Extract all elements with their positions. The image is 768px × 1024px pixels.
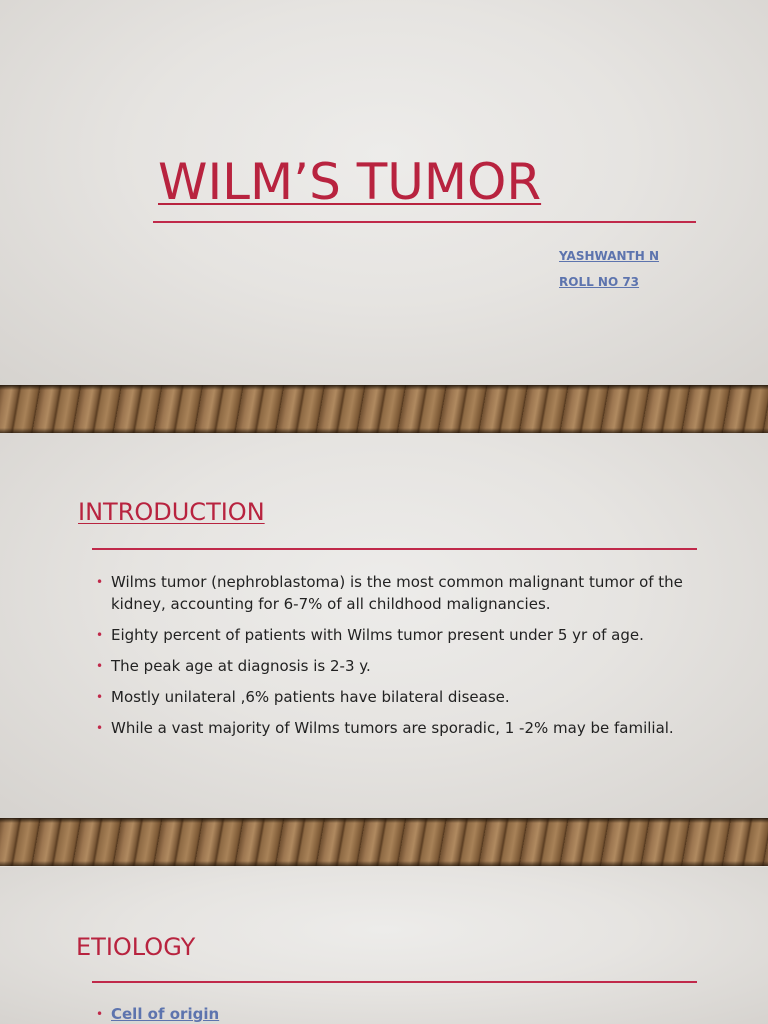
wood-floor-band <box>0 818 768 866</box>
bullet-text: The peak age at diagnosis is 2-3 y. <box>111 657 371 675</box>
etiology-slide <box>0 867 768 1024</box>
introduction-slide <box>0 433 768 818</box>
bullet-text: While a vast majority of Wilms tumors are sporadic, 1 -2% may be familial. <box>111 719 674 737</box>
introduction-heading: INTRODUCTION <box>78 498 265 526</box>
bullet-icon: • <box>96 1007 104 1021</box>
bullet-text: Mostly unilateral ,6% patients have bilateral disease. <box>111 688 510 706</box>
bullet-icon: • <box>96 575 104 589</box>
title-divider <box>153 221 696 223</box>
cell-of-origin-link[interactable]: Cell of origin <box>111 1005 220 1023</box>
etiology-bullet-list <box>96 1003 736 1024</box>
bullet-icon: • <box>96 690 104 704</box>
introduction-divider <box>92 548 697 550</box>
slide-title: WILM’S TUMOR <box>158 153 542 211</box>
list-item <box>96 655 736 677</box>
list-item <box>96 686 736 708</box>
bullet-text: Wilms tumor (nephroblastoma) is the most common malignant tumor of the kidney, accounting for 6-7% of all childhood malignancies. <box>111 573 683 613</box>
list-item <box>96 1003 736 1024</box>
list-item <box>96 717 736 739</box>
wood-floor-band <box>0 385 768 433</box>
bullet-icon: • <box>96 628 104 642</box>
roll-number-link[interactable]: ROLL NO 73 <box>559 275 640 289</box>
bullet-icon: • <box>96 721 104 735</box>
etiology-heading: ETIOLOGY <box>76 933 196 961</box>
introduction-bullet-list <box>96 571 736 748</box>
bullet-text: Eighty percent of patients with Wilms tumor present under 5 yr of age. <box>111 626 644 644</box>
title-slide <box>0 0 768 385</box>
author-name-link[interactable]: YASHWANTH N <box>559 249 659 263</box>
etiology-divider <box>92 981 697 983</box>
list-item <box>96 624 736 646</box>
bullet-icon: • <box>96 659 104 673</box>
list-item <box>96 571 736 615</box>
